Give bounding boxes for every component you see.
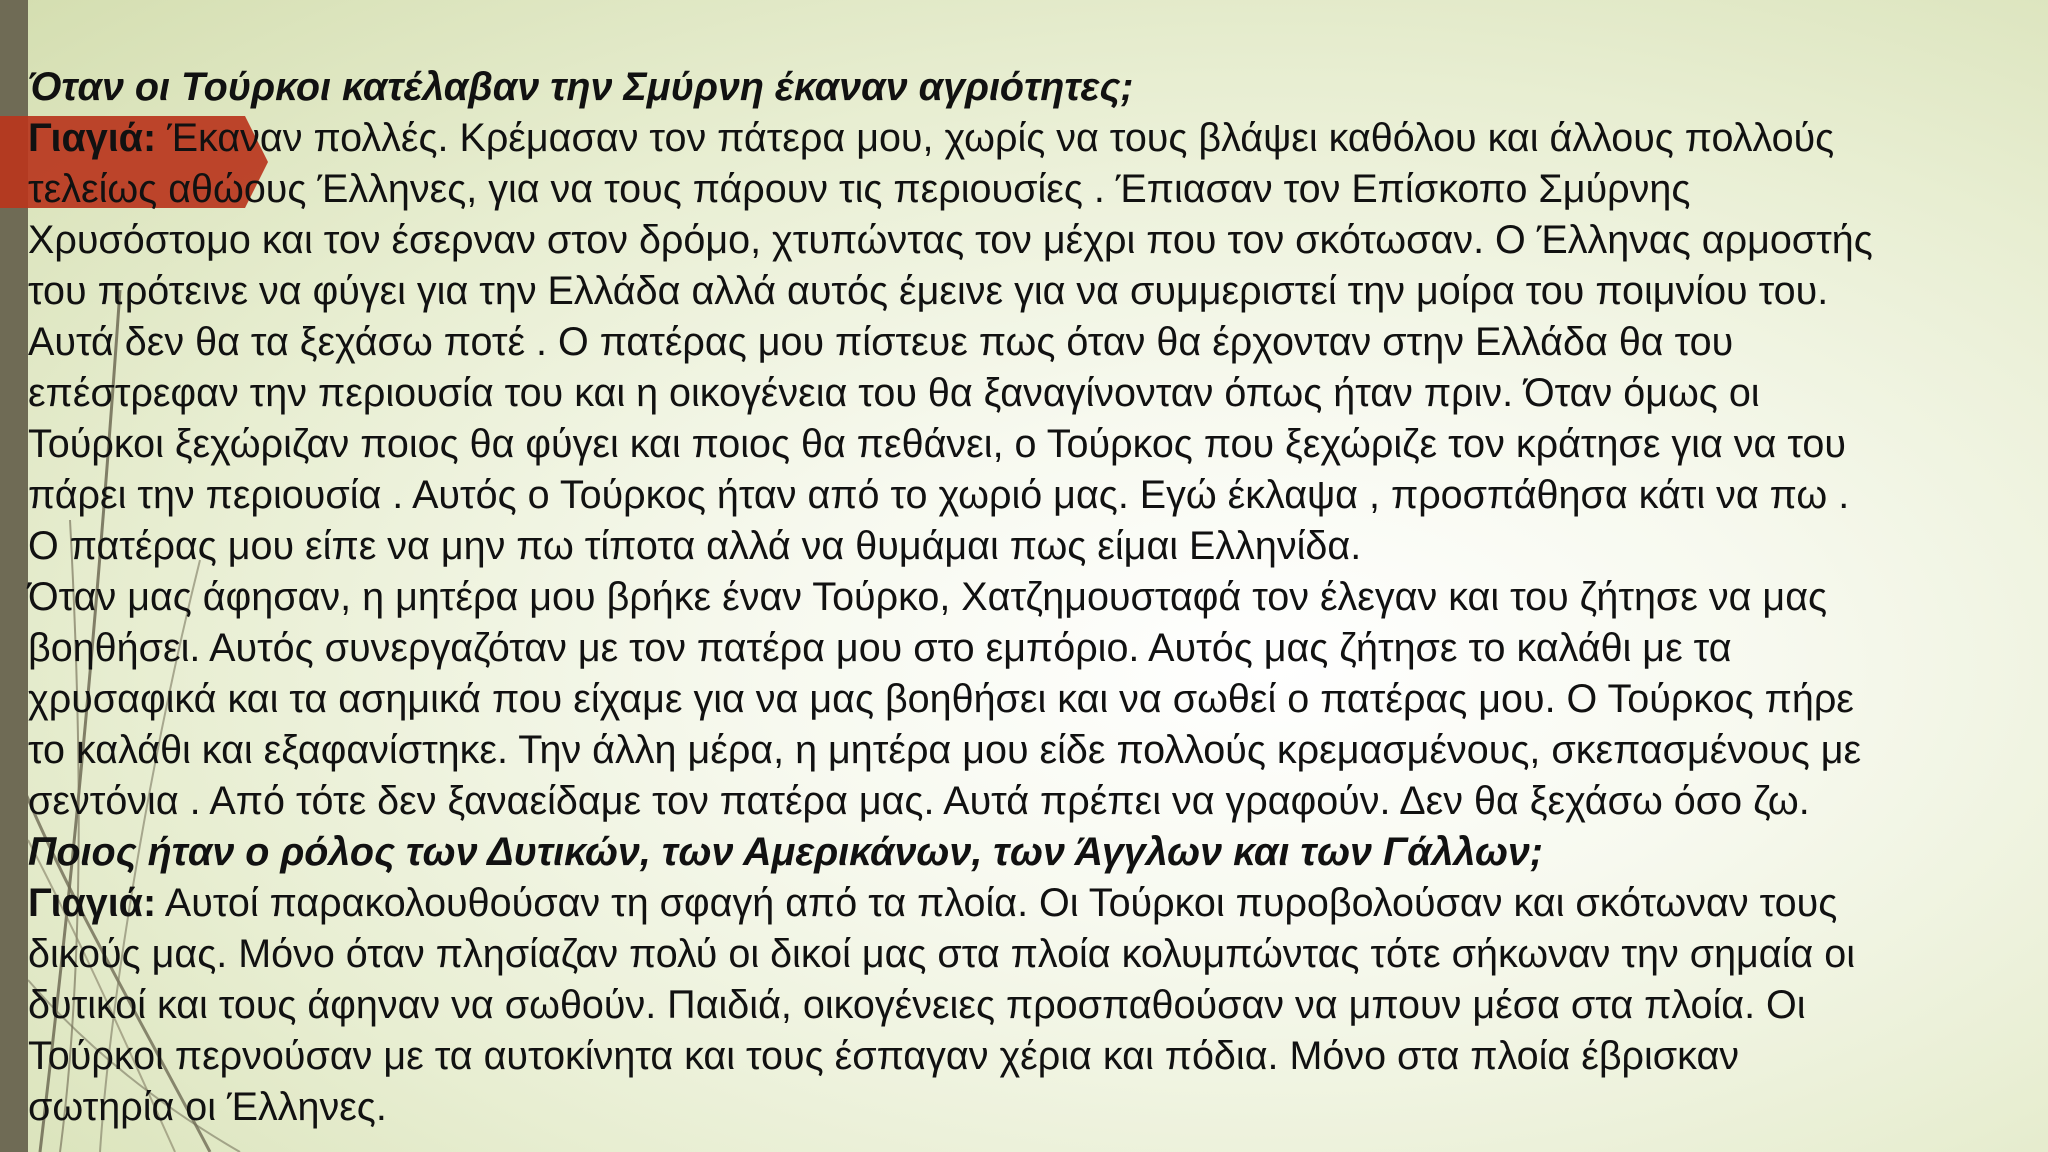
speaker-label: Γιαγιά: <box>28 881 157 925</box>
answer-1-line-2: τελείως αθώους Έλληνες, για να τους πάρουν τις περιουσίες . Έπιασαν τον Επίσκοπο Σμύρνης <box>28 167 1691 211</box>
answer-1-line-6: επέστρεφαν την περιουσία του και η οικογένεια του θα ξαναγίνονταν όπως ήταν πριν. Όταν όμως οι <box>28 371 1760 415</box>
answer-2-line-3: δυτικοί και τους άφηναν να σωθούν. Παιδιά, οικογένειες προσπαθούσαν να μπουν μέσα στα πλοία. Οι <box>28 983 1806 1027</box>
answer-1-line-3: Χρυσόστομο και τον έσερναν στον δρόμο, χτυπώντας τον μέχρι που τον σκότωσαν. Ο Έλληνας αρμοστής <box>28 218 1873 262</box>
answer-1-line-14: σεντόνια . Από τότε δεν ξαναείδαμε τον πατέρα μας. Αυτά πρέπει να γραφούν. Δεν θα ξεχάσω όσο ζω. <box>28 779 1810 823</box>
answer-1-line-1 <box>28 113 2028 164</box>
answer-1-line-9: Ο πατέρας μου είπε να μην πω τίποτα αλλά να θυμάμαι πως είμαι Ελληνίδα. <box>28 524 1362 568</box>
answer-1-line-10: Όταν μας άφησαν, η μητέρα μου βρήκε έναν Τούρκο, Χατζημουσταφά τον έλεγαν και του ζήτησε να μας <box>28 575 1828 619</box>
answer-1-line-5: Αυτά δεν θα τα ξεχάσω ποτέ . Ο πατέρας μου πίστευε πως όταν θα έρχονταν στην Ελλάδα θα του <box>28 320 1734 364</box>
answer-1-line-7: Τούρκοι ξεχώριζαν ποιος θα φύγει και ποιος θα πεθάνει, ο Τούρκος που ξεχώριζε τον κράτησε για να του <box>28 422 1846 466</box>
answer-2-line-2: δικούς μας. Μόνο όταν πλησίαζαν πολύ οι δικοί μας στα πλοία κολυμπώντας τότε σήκωναν την σημαία οι <box>28 932 1855 976</box>
answer-2-line-5: σωτηρία οι Έλληνες. <box>28 1085 387 1129</box>
answer-1-line-11: βοηθήσει. Αυτός συνεργαζόταν με τον πατέρα μου στο εμπόριο. Αυτός μας ζήτησε το καλάθι με τα <box>28 626 1732 670</box>
speaker-label: Γιαγιά: <box>28 116 157 160</box>
question-1: Όταν οι Τούρκοι κατέλαβαν την Σμύρνη έκαναν αγριότητες; <box>28 65 1134 109</box>
slide-content <box>28 62 2028 1133</box>
answer-1-line-12: χρυσαφικά και τα ασημικά που είχαμε για να μας βοηθήσει και να σωθεί ο πατέρας μου. Ο Τούρκος πήρε <box>28 677 1854 721</box>
answer-1-line-4: του πρότεινε να φύγει για την Ελλάδα αλλά αυτός έμεινε για να συμμεριστεί την μοίρα του ποιμνίου του. <box>28 269 1829 313</box>
answer-1-line-13: το καλάθι και εξαφανίστηκε. Την άλλη μέρα, η μητέρα μου είδε πολλούς κρεμασμένους, σκεπασμένους με <box>28 728 1862 772</box>
answer-2-line-1 <box>28 878 2028 929</box>
answer-2-text: Αυτοί παρακολουθούσαν τη σφαγή από τα πλοία. Οι Τούρκοι πυροβολούσαν και σκότωναν τους <box>156 881 1838 925</box>
answer-1-text: Έκαναν πολλές. Κρέμασαν τον πάτερα μου, χωρίς να τους βλάψει καθόλου και άλλους πολλούς <box>156 116 1835 160</box>
answer-1-line-8: πάρει την περιουσία . Αυτός ο Τούρκος ήταν από το χωριό μας. Εγώ έκλαψα , προσπάθησα κάτι να πω . <box>28 473 1850 517</box>
answer-2-line-4: Τούρκοι περνούσαν με τα αυτοκίνητα και τους έσπαγαν χέρια και πόδια. Μόνο στα πλοία έβρισκαν <box>28 1034 1740 1078</box>
question-2: Ποιος ήταν ο ρόλος των Δυτικών, των Αμερικάνων, των Άγγλων και των Γάλλων; <box>28 830 1544 874</box>
